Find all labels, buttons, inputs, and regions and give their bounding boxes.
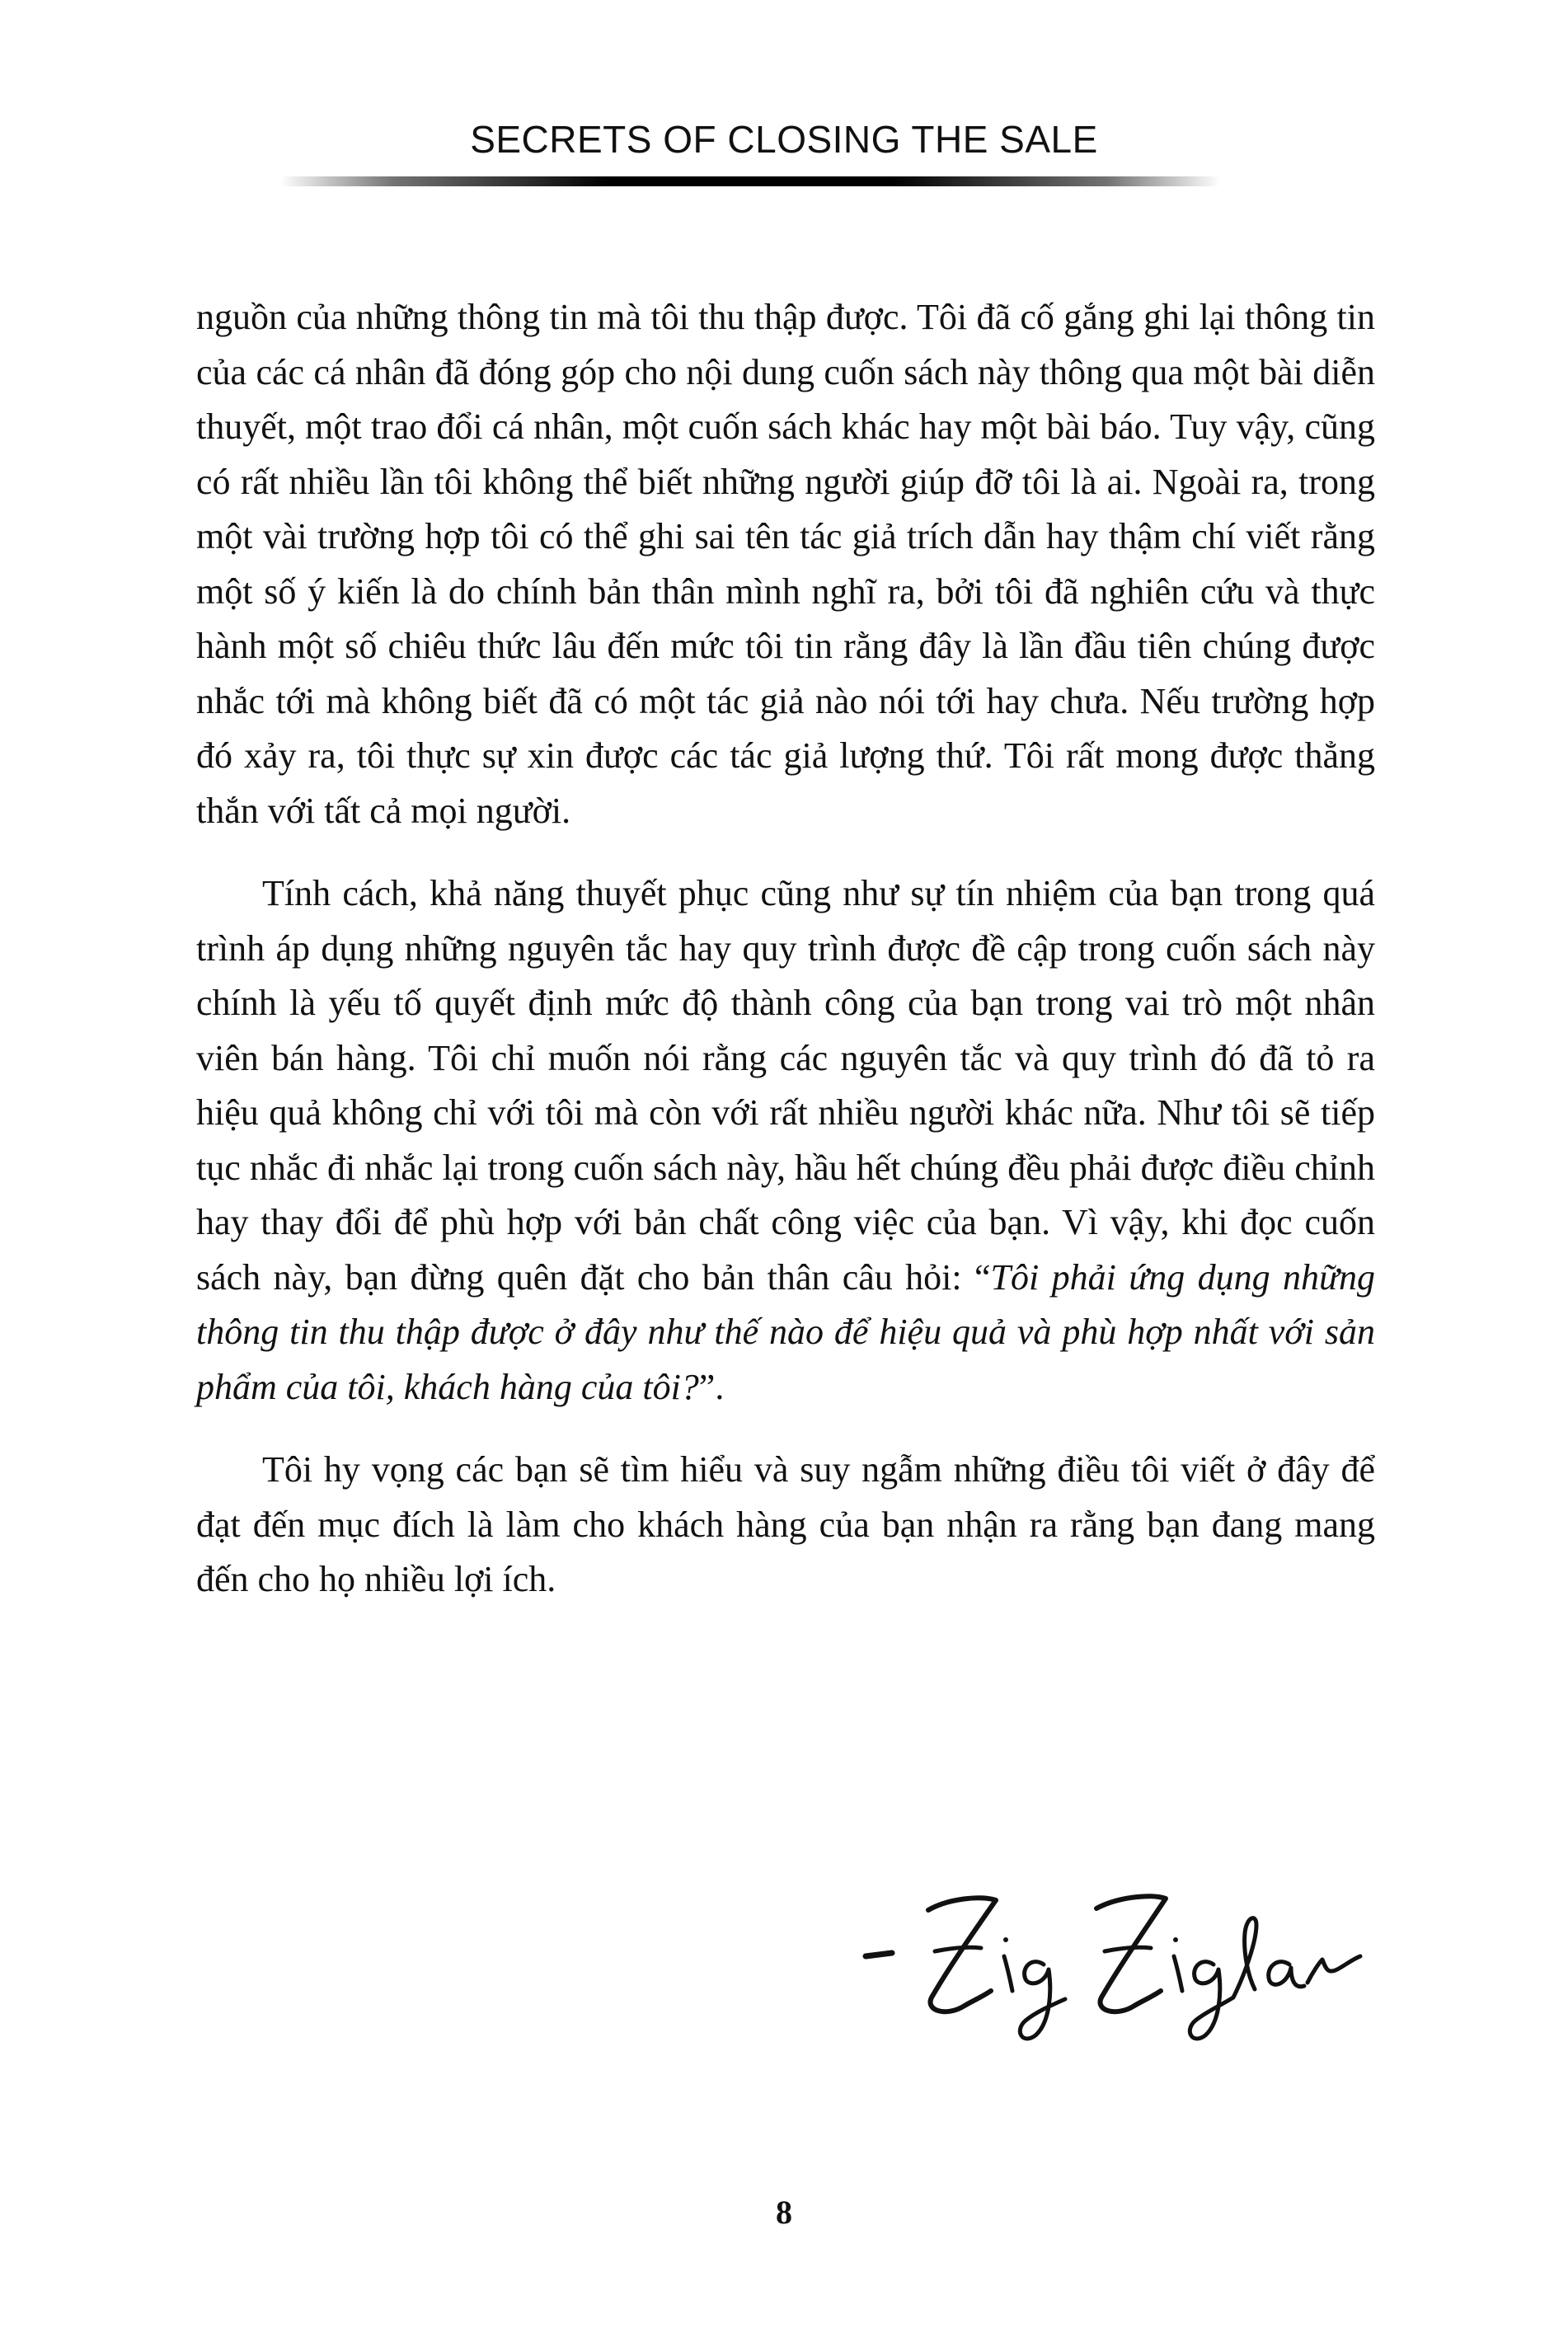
paragraph-3: Tôi hy vọng các bạn sẽ tìm hiểu và suy ngẫm những điều tôi viết ở đây để đạt đến mục đích là làm cho khách hàng của bạn nhận ra rằng bạn đang mang đến cho họ nhiều lợi ích. (196, 1449, 1375, 1599)
running-header-title: SECRETS OF CLOSING THE SALE (470, 118, 1098, 161)
paragraph-2 (196, 866, 1375, 1415)
paragraph-2-tail: ”. (698, 1366, 725, 1407)
author-signature (849, 1859, 1393, 2049)
paragraph-2-italic-question: Tôi phải ứng dụng những thông tin thu thập được ở đây như thế nào để hiệu quả và phù hợp nhất với sản phẩm của tôi, khách hàng của tôi? (196, 1256, 1375, 1407)
paragraph-2-lead: Tính cách, khả năng thuyết phục cũng như sự tín nhiệm của bạn trong quá trình áp dụng những nguyên tắc hay quy trình được đề cập trong cuốn sách này chính là yếu tố quyết định mức độ thành công của bạn trong vai trò một nhân viên bán hàng. Tôi chỉ muốn nói rằng các nguyên tắc và quy trình đó đã tỏ ra hiệu quả không chỉ với tôi mà còn với rất nhiều người khác nữa. Như tôi sẽ tiếp tục nhắc đi nhắc lại trong cuốn sách này, hầu hết chúng đều phải được điều chỉnh hay thay đổi để phù hợp với bản chất công việc của bạn. Vì vậy, khi đọc cuốn sách này, bạn đừng quên đặt cho bản thân câu hỏi: “ (196, 873, 1375, 1298)
header-rule (280, 176, 1220, 186)
page-number: 8 (776, 2194, 792, 2231)
page-body (196, 290, 1375, 1636)
paragraph-1: nguồn của những thông tin mà tôi thu thập được. Tôi đã cố gắng ghi lại thông tin của các cá nhân đã đóng góp cho nội dung cuốn sách này thông qua một bài diễn thuyết, một trao đổi cá nhân, một cuốn sách khác hay một bài báo. Tuy vậy, cũng có rất nhiều lần tôi không thể biết những người giúp đỡ tôi là ai. Ngoài ra, trong một vài trường hợp tôi có thể ghi sai tên tác giả trích dẫn hay thậm chí viết rằng một số ý kiến là do chính bản thân mình nghĩ ra, bởi tôi đã nghiên cứu và thực hành một số chiêu thức lâu đến mức tôi tin rằng đây là lần đầu tiên chúng được nhắc tới mà không biết đã có một tác giả nào nói tới hay chưa. Nếu trường hợp đó xảy ra, tôi thực sự xin được các tác giả lượng thứ. Tôi rất mong được thẳng thắn với tất cả mọi người. (196, 297, 1375, 831)
